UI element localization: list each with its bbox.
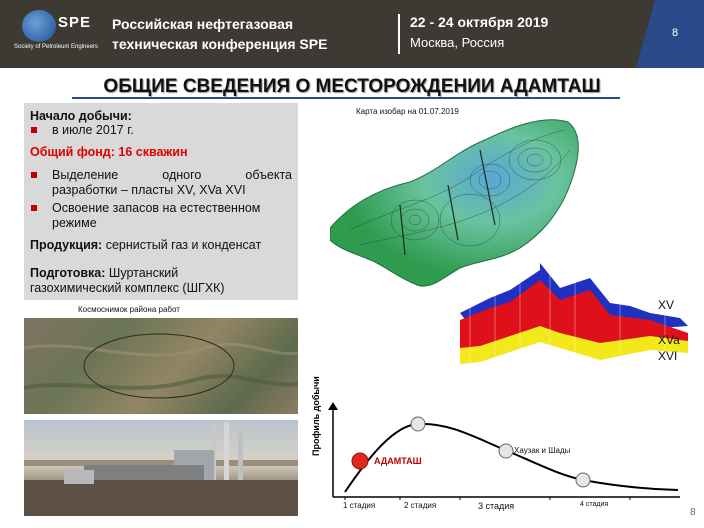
start-label: Начало добычи:: [30, 109, 132, 123]
hauzak-point: [499, 444, 513, 458]
slide-title: ОБЩИЕ СВЕДЕНИЯ О МЕСТОРОЖДЕНИИ АДАМТАШ: [103, 76, 601, 97]
bullet-icon: [31, 172, 37, 178]
start-value: в июле 2017 г.: [52, 123, 134, 137]
bullet1-line1: Выделение одного объекта: [52, 168, 292, 182]
bullet-icon: [31, 205, 37, 211]
prep-value-line2: газохимический комплекс (ШГХК): [30, 281, 225, 295]
conference-dates: 22 - 24 октября 2019: [410, 14, 549, 30]
layer-label-xvi: XVI: [658, 349, 678, 363]
info-box: [24, 103, 298, 300]
product-row: [30, 238, 261, 253]
profile-label-hauzak: Хаузак и Шады: [514, 446, 571, 455]
stage-label-4: 4 стадия: [580, 501, 609, 508]
satellite-caption: Космоснимок района работ: [78, 305, 180, 314]
stage4-point: [576, 473, 590, 487]
stage-label-1: 1 стадия: [343, 501, 376, 510]
conference-place: Москва, Россия: [410, 35, 505, 50]
layer-label-xva: XVa: [658, 333, 680, 347]
product-label: Продукция:: [30, 238, 103, 252]
slide-number-bottom: 8: [690, 507, 696, 518]
bullet2-line2: режиме: [52, 216, 97, 230]
stage-label-3: 3 стадия: [478, 501, 515, 511]
map-caption: Карта изобар на 01.07.2019: [356, 107, 459, 116]
layer-label-xv: XV: [658, 298, 675, 312]
profile-label-adamtash: АДАМТАШ: [374, 456, 422, 466]
slide-number-top: 8: [672, 27, 679, 39]
prep-value-line1: Шуртанский: [108, 266, 179, 280]
bullet-icon: [31, 127, 37, 133]
satellite-image: [24, 318, 298, 414]
conference-title-line2: техническая конференция SPE: [112, 36, 328, 52]
adamtash-point: [352, 453, 368, 469]
bullet2-line1: Освоение запасов на естественном: [52, 201, 261, 215]
bullet1-line2: разработки – пласты XV, XVa XVI: [52, 183, 246, 197]
well-fund: Общий фонд: 16 скважин: [30, 145, 188, 159]
prep-row: [30, 266, 178, 281]
header-divider: [398, 14, 400, 54]
profile-ylabel: Профиль добычи: [311, 376, 321, 456]
prep-label: Подготовка:: [30, 266, 106, 280]
product-value: сернистый газ и конденсат: [105, 238, 262, 252]
spe-logo-text: SPE: [58, 14, 92, 31]
spe-logo-globe-icon: [22, 10, 56, 42]
conference-title-line1: Российская нефтегазовая: [112, 16, 294, 32]
stage-label-2: 2 стадия: [404, 501, 437, 510]
y-axis-arrow-icon: [328, 402, 338, 410]
title-underline: [72, 97, 620, 99]
stage2-point: [411, 417, 425, 431]
conference-title: [112, 14, 362, 54]
spe-logo-subtext: Society of Petroleum Engineers: [14, 44, 99, 50]
gas-plant-photo: [24, 420, 298, 516]
